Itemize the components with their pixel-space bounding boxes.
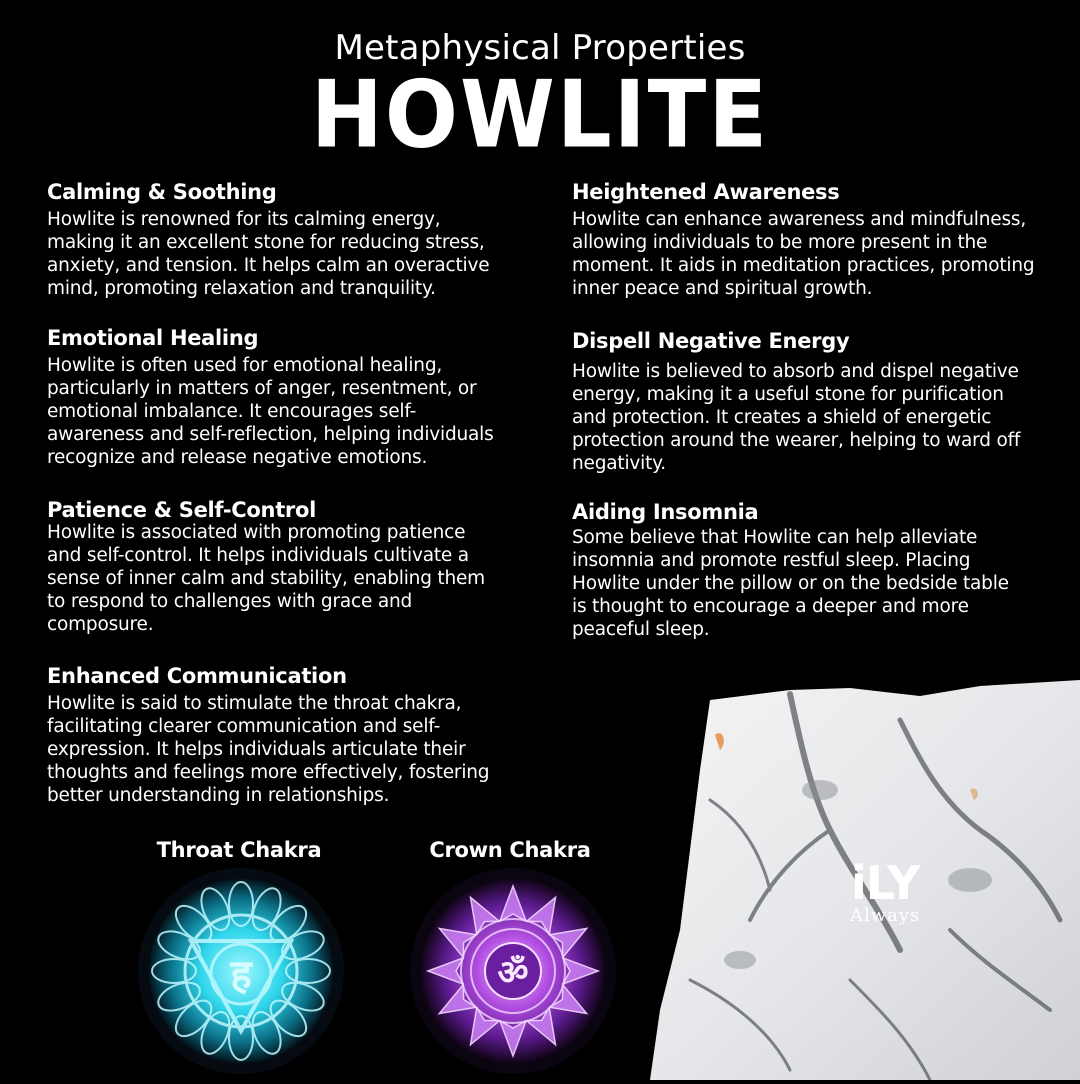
property-heading: Enhanced Communication (47, 664, 347, 688)
description-line: energy, making it a useful stone for purification (572, 384, 1004, 405)
property-description (47, 208, 517, 300)
description-line: mind, promoting relaxation and tranquility. (47, 278, 436, 299)
description-line: to respond to challenges with grace and (47, 591, 413, 612)
property-communication (47, 662, 517, 807)
throat-chakra-label: Throat Chakra (156, 838, 322, 862)
description-line: facilitating clearer communication and self- (47, 716, 441, 737)
description-line: particularly in matters of anger, resentment, or (47, 378, 477, 399)
logo-subtext: Always (850, 905, 921, 926)
description-line: Howlite can enhance awareness and mindfulness, (572, 209, 1027, 230)
property-emotional-healing (47, 324, 517, 469)
property-heading: Heightened Awareness (572, 180, 840, 204)
page-title: HOWLITE (310, 60, 770, 169)
crown-chakra-label: Crown Chakra (429, 838, 591, 862)
brand-logo (850, 856, 921, 926)
description-line: Howlite is often used for emotional healing, (47, 355, 443, 376)
description-line: Howlite under the pillow or on the bedside table (572, 573, 1009, 594)
property-patience (47, 496, 517, 636)
description-line: expression. It helps individuals articulate their (47, 739, 466, 760)
description-line: emotional imbalance. It encourages self- (47, 401, 417, 422)
description-line: peaceful sleep. (572, 619, 710, 640)
logo-mark: iLY (851, 856, 920, 910)
property-description (47, 354, 517, 469)
property-heading: Patience & Self-Control (47, 498, 317, 522)
description-line: composure. (47, 614, 154, 635)
description-line: Some believe that Howlite can help alleviate (572, 527, 978, 548)
description-line: and self-control. It helps individuals cultivate a (47, 545, 469, 566)
description-line: insomnia and promote restful sleep. Placing (572, 550, 971, 571)
throat-chakra-symbol (136, 866, 346, 1076)
property-description (47, 521, 517, 636)
description-line: inner peace and spiritual growth. (572, 278, 873, 299)
property-description (47, 692, 517, 807)
property-insomnia (572, 498, 1042, 641)
description-line: protection around the wearer, helping to ward off (572, 430, 1021, 451)
property-dispell-negative (572, 327, 1042, 475)
description-line: Howlite is said to stimulate the throat chakra, (47, 693, 462, 714)
description-line: moment. It aids in meditation practices, promoting (572, 255, 1035, 276)
description-line: negativity. (572, 453, 666, 474)
throat-chakra-icon (136, 866, 346, 1076)
property-heading: Aiding Insomnia (572, 500, 759, 524)
property-calming (47, 178, 517, 300)
property-heading: Calming & Soothing (47, 180, 277, 204)
description-line: Howlite is associated with promoting patience (47, 522, 466, 543)
page-subtitle: Metaphysical Properties (334, 28, 746, 68)
description-line: is thought to encourage a deeper and more (572, 596, 969, 617)
description-line: Howlite is believed to absorb and dispel negative (572, 361, 1019, 382)
description-line: awareness and self-reflection, helping individuals (47, 424, 494, 445)
crown-chakra-om-symbol (408, 866, 618, 1076)
property-awareness (572, 178, 1042, 300)
description-line: sense of inner calm and stability, enabling them (47, 568, 486, 589)
property-description (572, 360, 1042, 475)
crown-chakra-icon (408, 866, 618, 1076)
property-heading: Emotional Healing (47, 326, 259, 350)
description-line: making it an excellent stone for reducing stress, (47, 232, 485, 253)
description-line: Howlite is renowned for its calming energy, (47, 209, 441, 230)
description-line: better understanding in relationships. (47, 785, 390, 806)
description-line: thoughts and feelings more effectively, fostering (47, 762, 490, 783)
svg-text:ॐ: ॐ (497, 953, 529, 993)
property-description (572, 208, 1042, 300)
property-description (572, 526, 1042, 641)
description-line: anxiety, and tension. It helps calm an overactive (47, 255, 490, 276)
description-line: and protection. It creates a shield of energetic (572, 407, 992, 428)
description-line: allowing individuals to be more present in the (572, 232, 988, 253)
description-line: recognize and release negative emotions. (47, 447, 428, 468)
svg-text:ह: ह (230, 952, 252, 998)
property-heading: Dispell Negative Energy (572, 329, 850, 353)
